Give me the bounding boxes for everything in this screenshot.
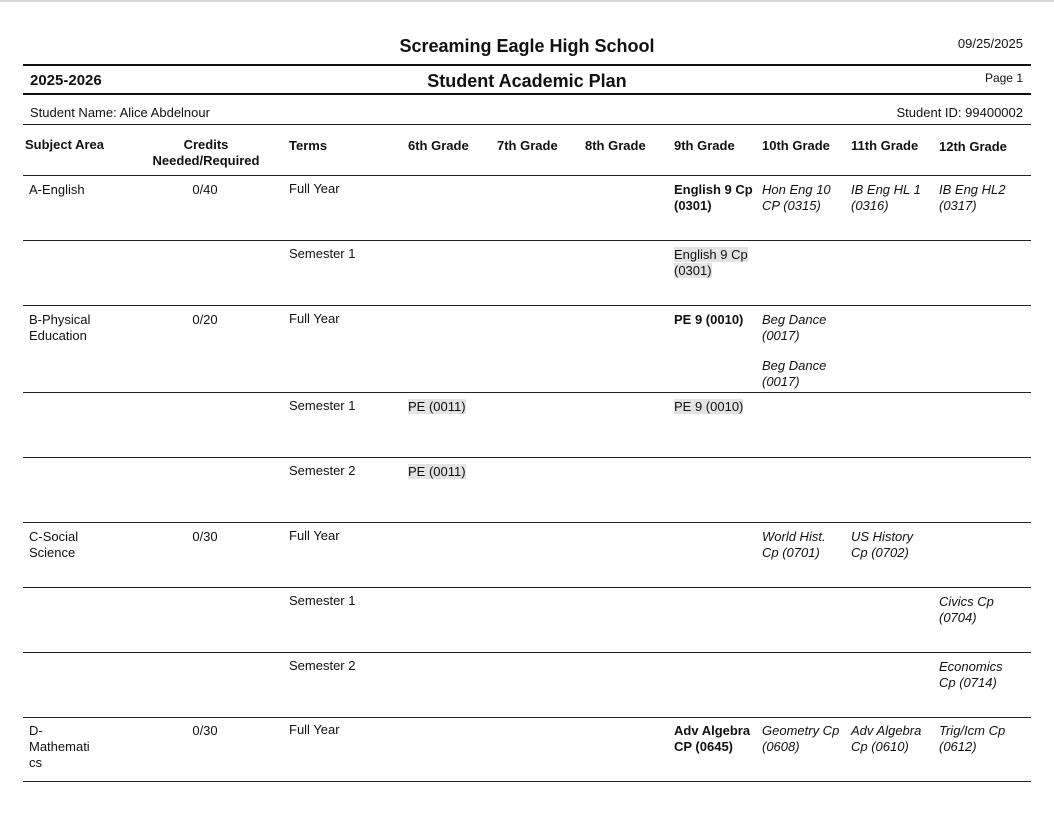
course-entry-text: Trig/Icm Cp (0612) bbox=[939, 723, 1006, 754]
col-subject-area: Subject Area bbox=[25, 137, 104, 152]
course-entry bbox=[408, 464, 494, 480]
student-id: Student ID: 99400002 bbox=[896, 105, 1023, 120]
col-8th-grade: 8th Grade bbox=[585, 138, 646, 153]
term-cell: Full Year bbox=[289, 311, 340, 326]
course-entry bbox=[939, 594, 1025, 626]
course-entry-text: PE 9 (0010) bbox=[674, 312, 744, 327]
col-6th-grade: 6th Grade bbox=[408, 138, 469, 153]
course-entry-text: PE 9 (0010) bbox=[674, 399, 744, 414]
term-cell: Semester 1 bbox=[289, 398, 356, 413]
report-title: Student Academic Plan bbox=[427, 71, 627, 91]
course-entry-text: Adv Algebra CP (0645) bbox=[674, 723, 751, 754]
col-12th-grade: 12th Grade bbox=[939, 139, 1007, 154]
row-divider bbox=[23, 392, 1031, 393]
student-name: Student Name: Alice Abdelnour bbox=[30, 105, 210, 120]
course-entry-text: Economics Cp (0714) bbox=[939, 659, 1003, 690]
term-cell: Semester 2 bbox=[289, 463, 356, 478]
row-divider bbox=[23, 781, 1031, 782]
subject-area-cell: A-English bbox=[29, 182, 85, 197]
course-entry bbox=[851, 529, 937, 561]
row-divider bbox=[23, 522, 1031, 523]
subject-area-cell: B-Physical Education bbox=[29, 312, 91, 343]
term-cell: Semester 2 bbox=[289, 658, 356, 673]
term-cell: Semester 1 bbox=[289, 246, 356, 261]
course-entry-text: Geometry Cp (0608) bbox=[762, 723, 840, 754]
course-entry bbox=[408, 399, 494, 415]
course-entry-text: IB Eng HL2 (0317) bbox=[939, 182, 1006, 213]
course-entry bbox=[674, 312, 760, 328]
course-entry-text: PE (0011) bbox=[408, 464, 466, 479]
course-entry bbox=[674, 182, 760, 214]
row-divider bbox=[23, 240, 1031, 241]
col-9th-grade: 9th Grade bbox=[674, 138, 735, 153]
course-entry-text: Beg Dance (0017) bbox=[762, 358, 827, 389]
course-entry bbox=[762, 723, 848, 755]
col-10th-grade: 10th Grade bbox=[762, 138, 830, 153]
course-entry-text: Hon Eng 10 CP (0315) bbox=[762, 182, 831, 213]
course-entry bbox=[762, 182, 848, 214]
school-year: 2025-2026 bbox=[30, 72, 102, 89]
student-divider bbox=[23, 124, 1031, 125]
print-date: 09/25/2025 bbox=[957, 36, 1023, 51]
term-cell: Full Year bbox=[289, 181, 340, 196]
course-entry-text: Civics Cp (0704) bbox=[939, 594, 994, 625]
course-entry bbox=[939, 659, 1025, 691]
course-entry-text: English 9 Cp (0301) bbox=[674, 247, 748, 278]
row-divider bbox=[23, 717, 1031, 718]
course-entry bbox=[851, 182, 937, 214]
title-divider bbox=[23, 93, 1031, 95]
course-entry bbox=[851, 723, 937, 755]
course-entry-text: English 9 Cp (0301) bbox=[674, 182, 753, 213]
course-entry bbox=[762, 312, 848, 344]
course-entry bbox=[674, 399, 760, 415]
course-entry bbox=[939, 182, 1025, 214]
credits-cell: 0/20 bbox=[192, 312, 218, 327]
table-header-divider bbox=[23, 175, 1031, 176]
subject-area-cell: C-Social Science bbox=[29, 529, 79, 560]
row-divider bbox=[23, 652, 1031, 653]
course-entry-text: World Hist. Cp (0701) bbox=[762, 529, 826, 560]
col-credits: Credits Needed/Required bbox=[152, 137, 260, 168]
course-entry bbox=[674, 723, 760, 755]
course-entry-text: Adv Algebra Cp (0610) bbox=[851, 723, 922, 754]
course-entry bbox=[939, 723, 1025, 755]
page-label: Page 1 bbox=[984, 71, 1023, 85]
col-terms: Terms bbox=[289, 138, 328, 153]
term-cell: Full Year bbox=[289, 528, 340, 543]
course-entry-text: IB Eng HL 1 (0316) bbox=[851, 182, 921, 213]
header-divider bbox=[23, 64, 1031, 66]
term-cell: Semester 1 bbox=[289, 593, 356, 608]
row-divider bbox=[23, 587, 1031, 588]
credits-cell: 0/30 bbox=[192, 529, 218, 544]
course-entry bbox=[674, 247, 760, 279]
course-entry-text: PE (0011) bbox=[408, 399, 466, 414]
col-7th-grade: 7th Grade bbox=[497, 138, 558, 153]
course-entry-text: US History Cp (0702) bbox=[851, 529, 914, 560]
course-entry-text: Beg Dance (0017) bbox=[762, 312, 827, 343]
row-divider bbox=[23, 305, 1031, 306]
credits-cell: 0/40 bbox=[192, 182, 218, 197]
row-divider bbox=[23, 457, 1031, 458]
course-entry bbox=[762, 358, 848, 390]
school-name: Screaming Eagle High School bbox=[399, 36, 655, 56]
term-cell: Full Year bbox=[289, 722, 340, 737]
col-11th-grade: 11th Grade bbox=[851, 138, 919, 153]
credits-cell: 0/30 bbox=[192, 723, 218, 738]
top-border bbox=[0, 0, 1054, 2]
subject-area-cell: D- Mathemati cs bbox=[29, 723, 90, 770]
course-entry bbox=[762, 529, 848, 561]
